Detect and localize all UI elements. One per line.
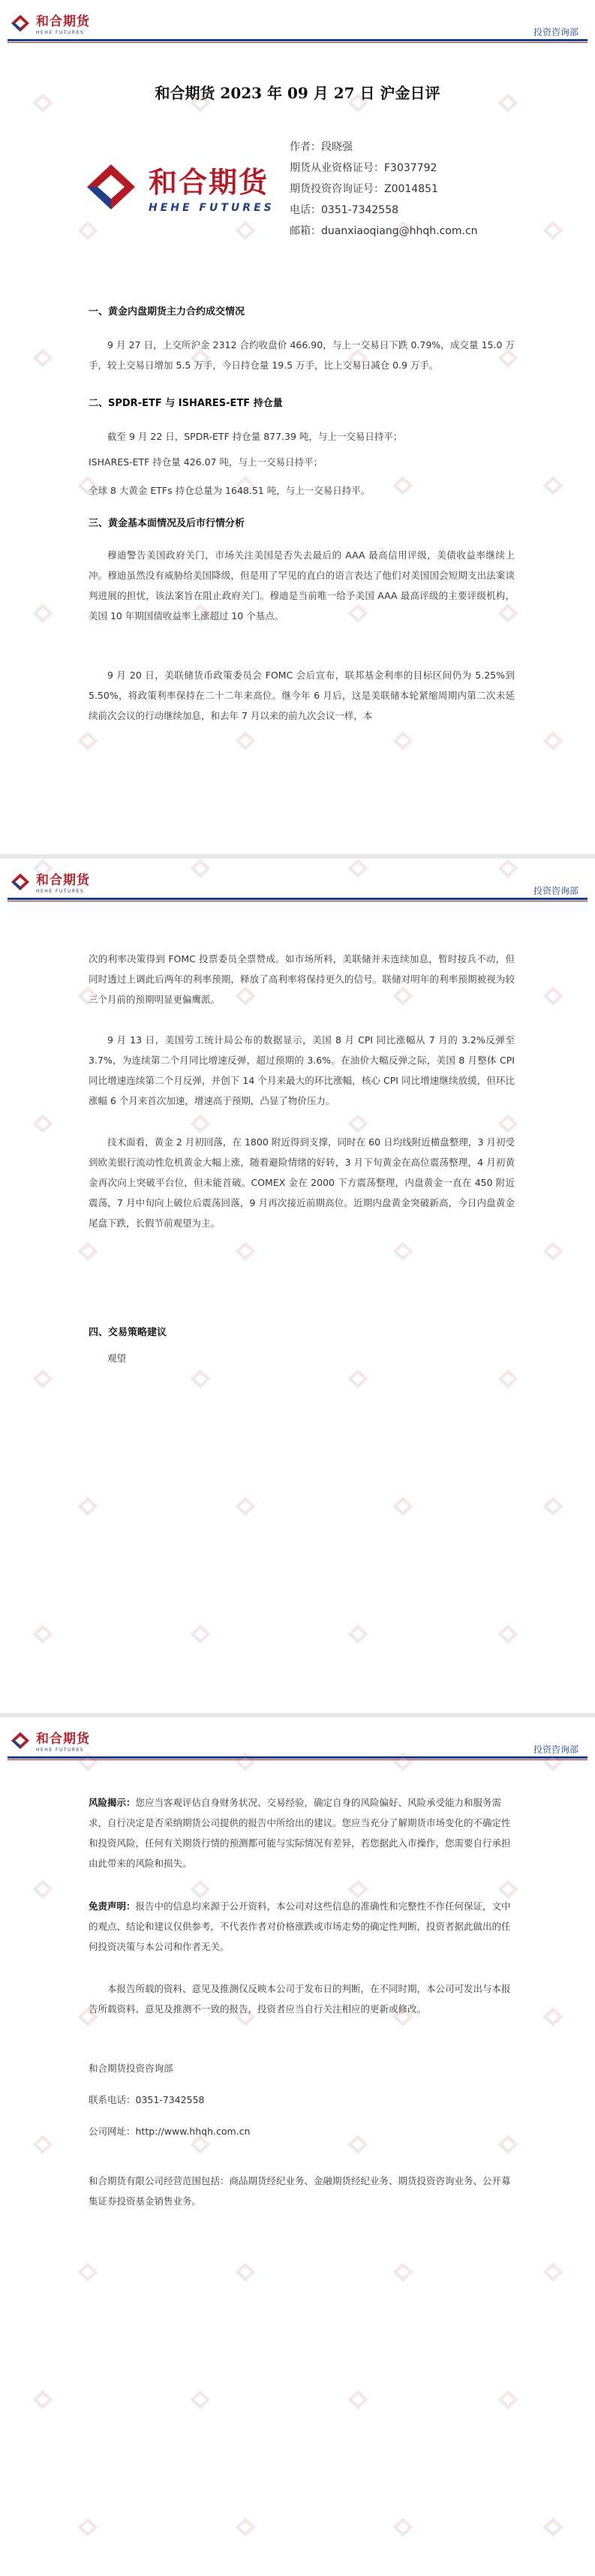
section-3-para-3: 9 月 13 日，美国劳工统计局公布的数据显示，美国 8 月 CPI 同比涨幅从 7 月的 3.2%反弹至 3.7%，为连续第二个月同比增速反弹，超过预期的 3.6%。在油价大幅反弹之际，美国 8 月整体 CPI 同比增速连续第二个月反弹，并创下 14 个月来最大的环比涨幅，核心 CPI 同比增速继续放缓，但环比涨幅 6 个月来首次加速，增速高于预期，凸显了物价压力。 xyxy=(89,1034,515,1106)
risk-disclosure xyxy=(89,1792,516,1873)
page-1 xyxy=(0,0,595,854)
report-logo-name: 和合期货 xyxy=(149,166,269,199)
header-logo xyxy=(9,11,90,35)
header-brand-name: 和合期货 xyxy=(36,873,90,888)
header-brand-name: 和合期货 xyxy=(36,14,90,29)
page-header xyxy=(0,0,595,42)
header-brand-sub: HEHE FUTURES xyxy=(36,889,85,894)
business-scope: 和合期货有限公司经营范围包括：商品期货经纪业务、金融期货经纪业务、期货投资咨询业务、公开募集证券投资基金销售业务。 xyxy=(89,2175,511,2207)
header-logo xyxy=(9,1728,90,1753)
disclaimer xyxy=(89,1896,516,1957)
author-name: 作者：段晓强 xyxy=(290,141,353,153)
header-dept: 投资咨询部 xyxy=(533,886,578,896)
disclaimer-text: 报告中的信息均来源于公开资料，本公司对这些信息的准确性和完整性不作任何保证，文中的观点、结论和建议仅供参考，不代表作者对价格涨跌或市场走势的确定性判断，投资者据此做出的任何投资决策与本公司和作者无关。 xyxy=(89,1900,511,1952)
header-divider xyxy=(8,39,587,41)
author-phone: 电话：0351-7342558 xyxy=(290,204,399,216)
disclaimer-label: 免责声明： xyxy=(89,1900,136,1912)
hehe-logo-icon xyxy=(9,872,32,892)
report-title: 和合期货 2023 年 09 月 27 日 沪金日评 xyxy=(155,84,440,102)
contact-phone: 联系电话：0351-7342558 xyxy=(89,2094,205,2105)
header-divider xyxy=(8,1756,587,1759)
copyright-note: 本报告所载的资料、意见及推测仅反映本公司于发布日的判断，在不同时期，本公司可发出与本报告所载资料、意见及推测不一致的报告，投资者应当自行关注相应的更新或修改。 xyxy=(89,1983,511,2015)
hehe-logo-icon xyxy=(81,161,141,213)
section-4-para: 观望 xyxy=(107,1353,127,1364)
page-header xyxy=(0,1717,595,1759)
page-2 xyxy=(0,859,595,1713)
author-cert: 期货从业资格证号：F3037792 xyxy=(290,162,437,174)
hehe-logo-icon xyxy=(9,1731,32,1750)
header-divider-thin xyxy=(8,42,587,43)
section-2-para-3: 全球 8 大黄金 ETFs 持仓总量为 1648.51 吨，与上一交易日持平。 xyxy=(89,485,371,496)
hehe-logo-icon xyxy=(9,14,32,33)
header-brand-name: 和合期货 xyxy=(36,1732,90,1747)
author-consult: 期货投资咨询证号：Z0014851 xyxy=(290,183,438,195)
report-logo-en: HEHE FUTURES xyxy=(149,202,275,214)
section-3-para-2a: 9 月 20 日，美联储货币政策委员会 FOMC 会后宣布，联邦基金利率的目标区间仍为 5.25%到 5.50%，将政策利率保持在二十二年来高位。继今年 6 月后，这是美联储本轮紧缩周期内第二次未延续前次会议的行动继续加息，和去年 7 月以来的前九次会议一样，本 xyxy=(89,670,515,721)
author-info xyxy=(290,137,478,242)
header-logo xyxy=(9,869,90,894)
section-3-para-2b: 次的利率决策得到 FOMC 投票委员全票赞成。如市场所料，美联储并未连续加息，暂时按兵不动，但同时透过上调此后两年的利率预期，释放了高利率将保持更久的信号。联储对明年的利率预期被视为较三个月前的预期明显更偏鹰派。 xyxy=(89,953,515,1005)
contact-site[interactable]: 公司网址：http://www.hhqh.com.cn xyxy=(89,2126,251,2137)
section-2-para-2: ISHARES-ETF 持仓量 426.07 吨，与上一交易日持平； xyxy=(89,456,323,468)
header-divider xyxy=(8,898,587,900)
section-3-title: 三、黄金基本面情况及后市行情分析 xyxy=(89,518,245,529)
header-dept: 投资咨询部 xyxy=(533,27,578,38)
page-3 xyxy=(0,1717,595,2576)
section-1-para: 9 月 27 日，上交所沪金 2312 合约收盘价 466.90，与上一交易日下跌 0.79%，成交量 15.0 万手，较上交易日增加 5.5 万手，今日持仓量 19.5 万手，比上交易日减仓 0.9 万手。 xyxy=(89,339,515,371)
section-3-para-4: 技术面看，黄金 2 月初回落，在 1800 附近得到支撑，同时在 60 日均线附近横盘整理，3 月初受到欧美银行流动性危机黄金大幅上涨，随着避险情绪的好转，3 月下旬黄金在高位震荡整理，4 月初黄金再次向上突破平台位，但未能首破。COMEX 金在 2000 下方震荡整理，内盘黄金一直在 450 附近震荡，7 月中旬向上破位后震荡回落，9 月再次接近前期高位。近期内盘黄金突破新高，今日内盘黄金尾盘下跌，长假节前观望为主。 xyxy=(89,1136,515,1229)
header-brand-sub: HEHE FUTURES xyxy=(36,30,85,35)
section-2-title: 二、SPDR-ETF 与 ISHARES-ETF 持仓量 xyxy=(89,398,283,409)
contact-dept: 和合期货投资咨询部 xyxy=(89,2063,173,2074)
author-email[interactable]: 邮箱：duanxiaoqiang@hhqh.com.cn xyxy=(290,225,478,237)
risk-text: 您应当客观评估自身财务状况、交易经验，确定自身的风险偏好、风险承受能力和服务需求，自行决定是否采纳期货公司提供的报告中所给出的建议。您应当充分了解期货市场变化的不确定性和投资风险，任何有关期货行情的预测都可能与实际情况有差异，若您据此入市操作，您需要自行承担由此带来的风险和损失。 xyxy=(89,1797,511,1869)
page-header xyxy=(0,859,595,901)
header-divider-thin xyxy=(8,1759,587,1760)
report-logo xyxy=(81,159,275,214)
section-2-para-1: 截至 9 月 22 日，SPDR-ETF 持仓量 877.39 吨，与上一交易日持平； xyxy=(107,431,403,442)
section-1-title: 一、黄金内盘期货主力合约成交情况 xyxy=(89,306,245,317)
header-dept: 投资咨询部 xyxy=(533,1744,578,1755)
risk-label: 风险揭示： xyxy=(89,1797,136,1808)
section-4-title: 四、交易策略建议 xyxy=(89,1327,167,1338)
section-3-para-1: 穆迪警告美国政府关门，市场关注美国是否失去最后的 AAA 最高信用评级，美债收益率继续上冲。穆迪虽然没有威胁给美国降级，但是用了罕见的直白的语言表达了他们对美国国会短期支出法案谈判进展的担忧，该法案旨在阻止政府关门。穆迪是当前唯一给予美国 AAA 最高评级的主要评级机构，美国 10 年期国债收益率上涨超过 10 个基点。 xyxy=(89,549,515,621)
header-brand-sub: HEHE FUTURES xyxy=(36,1747,85,1753)
